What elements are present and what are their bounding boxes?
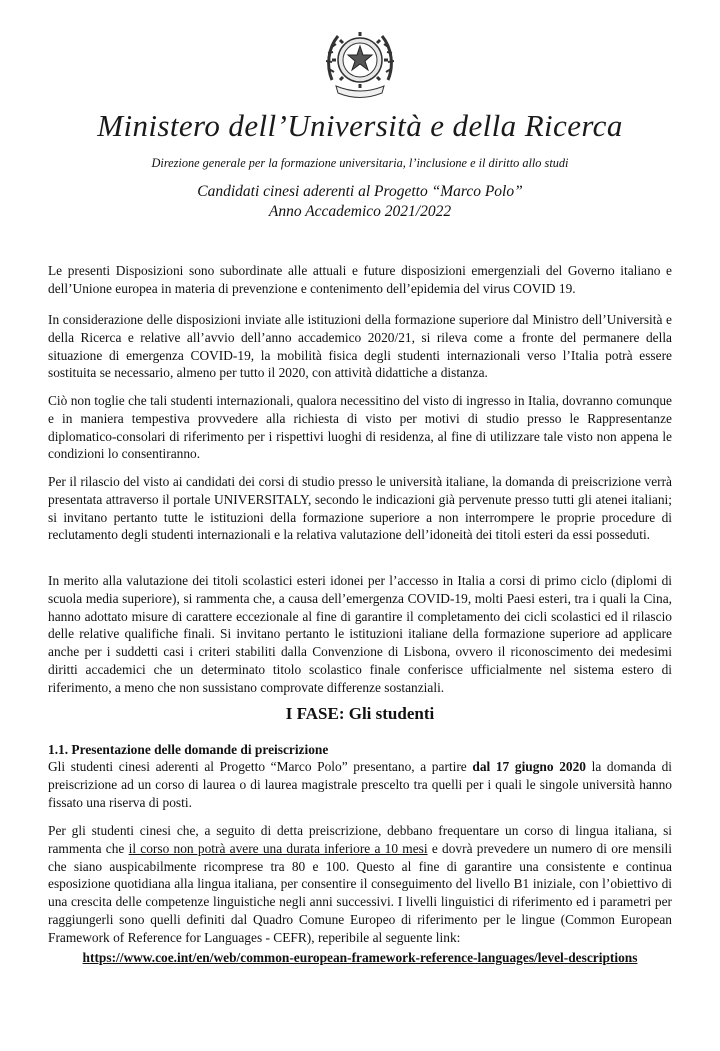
paragraph-5: In merito alla valutazione dei titoli scolastici esteri idonei per l’accesso in Italia a corsi di primo ciclo (diplomi di scuola media superiore), si rammenta che, a causa dell’emergenza COVID-19, molti Paesi esteri, tra i quali la Cina, hanno adottato misure di carattere eccezionale al fine di garantire il completamento dei cicli scolastici ed il rilascio delle relative qualifiche finali. Si invitano pertanto le istituzioni italiane della formazione superiore ad applicare anche per i suddetti casi i criteri stabiliti dalla Convenzione di Lisbona, ovvero il riconoscimento dei medesimi diritti accademici che un determinato titolo scolastico finale conferisce ufficialmente nel sistema estero di riferimento, a meno che non sussistano comprovate differenze sostanziali. — [48, 573, 672, 695]
duration-requirement: il corso non potrà avere una durata inferiore a 10 mesi — [128, 840, 428, 856]
paragraph-1: Le presenti Disposizioni sono subordinate alle attuali e future disposizioni emergenziali del Governo italiano e dell’Unione europea in materia di prevenzione e contenimento dell’epidemia del virus COVID 19. — [48, 263, 672, 296]
section-heading: I FASE: Gli studenti — [285, 704, 435, 723]
paragraph-6-start: Gli studenti cinesi aderenti al Progetto “Marco Polo” presentano, a partire — [48, 759, 473, 774]
paragraph-6 — [48, 758, 672, 811]
italian-republic-emblem-icon — [322, 22, 398, 102]
paragraph-6-end: la domanda di preiscrizione ad un corso di laurea o di laurea magistrale prescelto tra quelli per i quali le singole università hanno fissato una riserva di posti. — [48, 759, 673, 810]
academic-year: Anno Accademico 2021/2022 — [268, 203, 452, 220]
paragraph-7-end: e dovrà prevedere un numero di ore mensili che siano auspicabilmente ricomprese tra 80 e 100. Questo al fine di garantire una consistente e continua esposizione quotidiana alla lingua italiana, per consentire il conseguimento del livello B1 iniziale, con l’obiettivo di una crescita delle competenze linguistiche negli anni successivi. I livelli linguistici di riferimento ed i parametri per raggiungerli sono quelli definiti dal Quadro Comune Europeo di riferimento per le lingue (Common European Framework of Reference for Languages - CEFR), reperibile al seguente link: — [48, 840, 672, 945]
paragraph-7 — [48, 822, 672, 947]
cefr-link[interactable]: https://www.coe.int/en/web/common-european-framework-reference-languages/level-descriptions — [82, 950, 638, 965]
document-subtitle: Candidati cinesi aderenti al Progetto “Marco Polo” — [197, 183, 523, 200]
paragraph-4: Per il rilascio del visto ai candidati dei corsi di studio presso le università italiane, la domanda di preiscrizione verrà presentata attraverso il portale UNIVERSITALY, secondo le indicazioni già pervenute presso tutti gli atenei italiani; si invitano pertanto tutte le istituzioni della formazione superiore a non interrompere le proprie procedure di reclutamento degli studenti internazionali e la relativa valutazione dell’idoneità dei titoli esteri da essi posseduti. — [48, 474, 672, 543]
direction-subtitle: Direzione generale per la formazione universitaria, l’inclusione e il diritto allo studi — [151, 156, 569, 170]
cefr-link-line — [40, 950, 680, 966]
paragraph-7-start: Per gli studenti cinesi che, a seguito di detta preiscrizione, debbano frequentare un corso di lingua italiana, si rammenta che — [48, 823, 672, 856]
date-highlight: dal 17 giugno 2020 — [472, 759, 586, 774]
paragraph-3: Ciò non toglie che tali studenti internazionali, qualora necessitino del visto di ingresso in Italia, dovranno comunque e in maniera tempestiva provvedere alla richiesta di visto per motivi di studio presso le Rappresentanze diplomatico-consolari di riferimento per i rispettivi luoghi di residenza, al fine di utilizzare tale visto non appena le condizioni lo consentiranno. — [48, 393, 672, 462]
ministry-title: Ministero dell’Università e della Ricerca — [97, 108, 623, 143]
paragraph-2: In considerazione delle disposizioni inviate alle istituzioni della formazione superiore dal Ministro dell’Università e della Ricerca e relative all’avvio dell’anno accademico 2020/21, si rileva come a fronte del permanere della situazione di emergenza COVID-19, la mobilità fisica degli studenti internazionali verso l’Italia potrà essere sostituita se necessario, almeno per tutto il 2020, con attività didattiche a distanza. — [48, 312, 672, 381]
sub-heading: 1.1. Presentazione delle domande di preiscrizione — [48, 742, 329, 757]
